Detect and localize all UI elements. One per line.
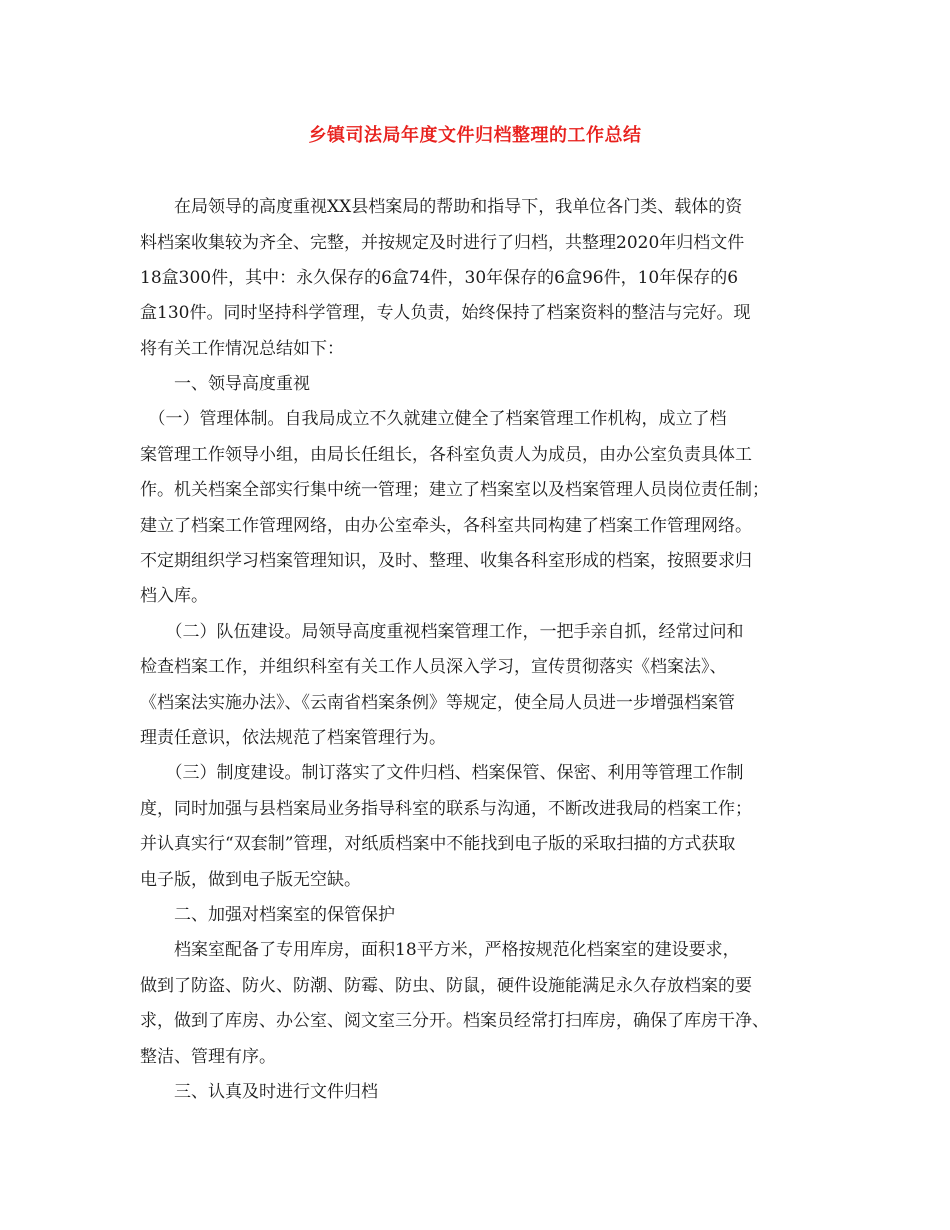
body-line: 并认真实行“双套制”管理，对纸质档案中不能找到电子版的采取扫描的方式获取 [140, 834, 736, 854]
body-line: 不定期组织学习档案管理知识，及时、整理、收集各科室形成的档案，按照要求归 [140, 551, 752, 571]
body-line: 在局领导的高度重视XX县档案局的帮助和指导下，我单位各门类、载体的资 [140, 197, 743, 217]
body-line: 度，同时加强与县档案局业务指导科室的联系与沟通，不断改进我局的档案工作； [140, 799, 752, 819]
body-line: 将有关工作情况总结如下： [140, 339, 344, 359]
body-line: 盒130件。同时坚持科学管理，专人负责，始终保持了档案资料的整洁与完好。现 [140, 303, 751, 323]
body-line: （一）管理体制。自我局成立不久就建立健全了档案管理工作机构，成立了档 [140, 409, 727, 429]
body-line: 电子版，做到电子版无空缺。 [140, 870, 361, 890]
body-line: 案管理工作领导小组，由局长任组长，各科室负责人为成员，由办公室负责具体工 [140, 445, 752, 465]
section-heading: 一、领导高度重视 [140, 374, 310, 394]
body-line: 18盒300件，其中：永久保存的6盒74件，30年保存的6盒96件，10年保存的6 [140, 268, 739, 288]
section-heading: 二、加强对档案室的保管保护 [140, 905, 395, 925]
body-line: 《档案法实施办法》、《云南省档案条例》等规定，使全局人员进一步增强档案管 [140, 693, 735, 713]
body-line: 整洁、管理有序。 [140, 1047, 276, 1067]
section-heading: 三、认真及时进行文件归档 [140, 1082, 378, 1102]
body-line: 求，做到了库房、办公室、阅文室三分开。档案员经常打扫库房，确保了库房干净、 [140, 1011, 769, 1031]
body-line: 作。机关档案全部实行集中统一管理；建立了档案室以及档案管理人员岗位责任制； [140, 480, 769, 500]
body-line: 档入库。 [140, 586, 208, 606]
body-line: 做到了防盗、防火、防潮、防霉、防虫、防鼠，硬件设施能满足永久存放档案的要 [140, 976, 752, 996]
body-line: 档案室配备了专用库房，面积18平方米，严格按规范化档案室的建设要求， [140, 940, 740, 960]
body-line: 料档案收集较为齐全、完整，并按规定及时进行了归档，共整理2020年归档文件 [140, 233, 745, 253]
body-line: （三）制度建设。制订落实了文件归档、档案保管、保密、利用等管理工作制 [140, 763, 744, 783]
body-line: 建立了档案工作管理网络，由办公室牵头，各科室共同构建了档案工作管理网络。 [140, 516, 752, 536]
body-line: 检查档案工作，并组织科室有关工作人员深入学习，宣传贯彻落实《档案法》、 [140, 657, 727, 677]
document-title: 乡镇司法局年度文件归档整理的工作总结 [308, 125, 642, 146]
body-line: （二）队伍建设。局领导高度重视档案管理工作，一把手亲自抓，经常过问和 [140, 622, 744, 642]
body-line: 理责任意识，依法规范了档案管理行为。 [140, 728, 446, 748]
